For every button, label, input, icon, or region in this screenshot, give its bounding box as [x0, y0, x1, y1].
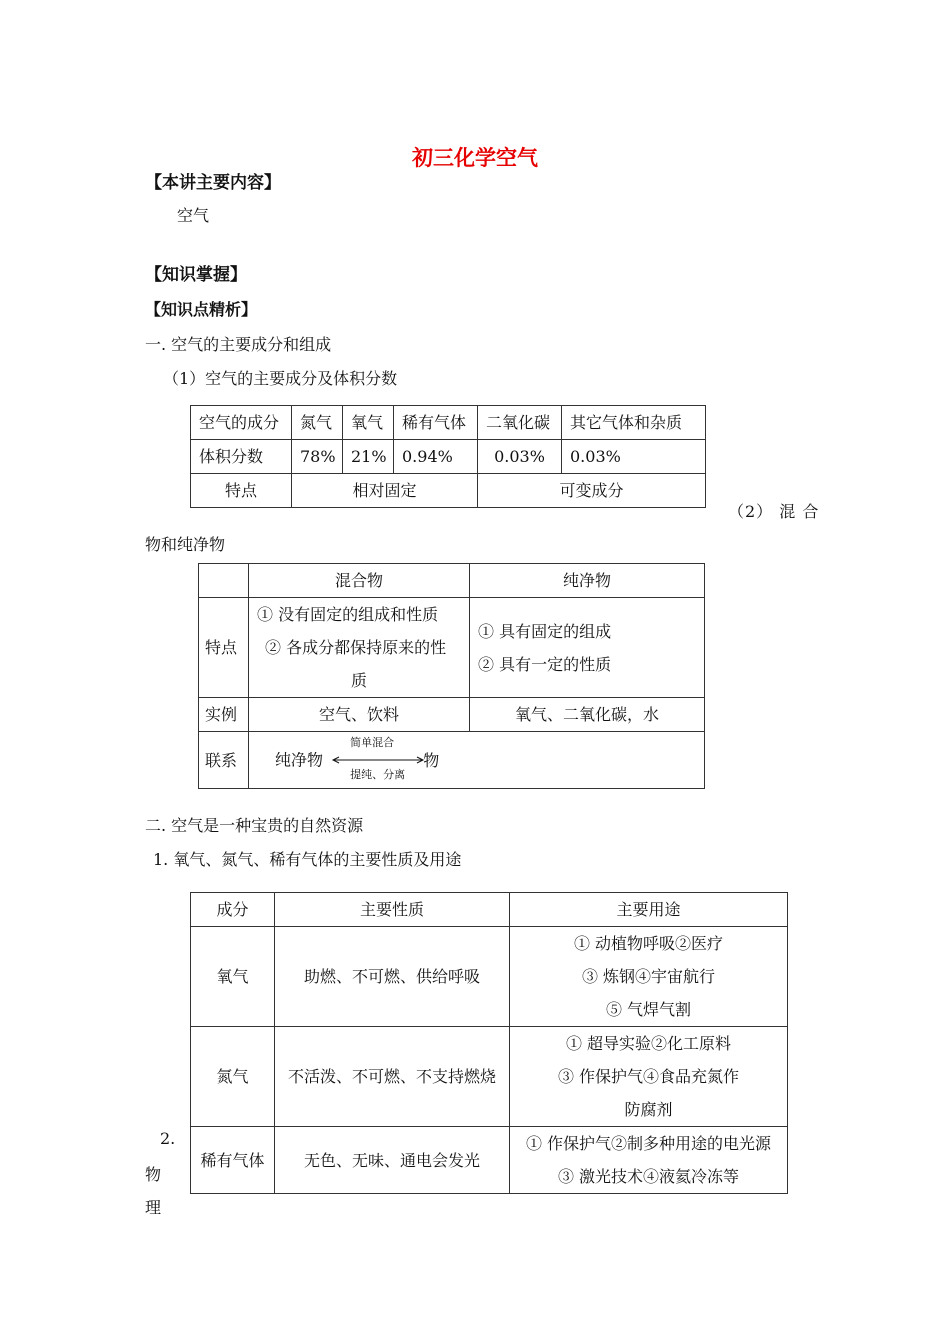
t3-name: 稀有气体	[191, 1127, 275, 1194]
use-line: 防腐剂	[624, 1100, 673, 1119]
t2-label: 实例	[199, 698, 249, 732]
relation-left: 纯净物	[275, 750, 324, 770]
pure-feature: ① 具有固定的组成	[478, 621, 612, 641]
t2-pure-features	[470, 598, 705, 698]
use-line: ③ 激光技术④液氦冷冻等	[557, 1167, 740, 1186]
t3-uses	[510, 1027, 788, 1127]
arrow-top-label: 简单混合	[350, 736, 395, 749]
section1-sub2-right: （2） 混 合	[728, 502, 820, 521]
knowledge-subheading: 【知识点精析】	[145, 300, 258, 319]
t1-cell: 氧气	[343, 406, 394, 440]
mix-feature: ② 各成分都保持原来的性	[265, 638, 447, 657]
main-content-text: 空气	[177, 206, 210, 225]
t3-property: 无色、无味、通电会发光	[275, 1127, 510, 1194]
main-content-heading: 【本讲主要内容】	[145, 173, 281, 193]
t2-header: 混合物	[249, 564, 470, 598]
t3-header: 主要用途	[510, 893, 788, 927]
pure-feature: ② 具有一定的性质	[478, 654, 612, 674]
use-line: ① 作保护气②制多种用途的电光源	[525, 1134, 772, 1153]
t3-uses	[510, 1127, 788, 1194]
t3-header: 成分	[191, 893, 275, 927]
use-line: ③ 炼钢④宇宙航行	[581, 967, 716, 986]
use-line: ③ 作保护气④食品充氮作	[557, 1067, 740, 1086]
t1-cell: 其它气体和杂质	[562, 406, 706, 440]
side-text: 物	[145, 1165, 162, 1184]
t2-cell: 氧气、二氧化碳，水	[470, 698, 705, 732]
side-text: 理	[145, 1198, 162, 1217]
t1-cell: 特点	[191, 474, 292, 508]
t3-name: 氮气	[191, 1027, 275, 1127]
t3-header: 主要性质	[275, 893, 510, 927]
t2-cell	[199, 564, 249, 598]
t1-cell: 二氧化碳	[478, 406, 562, 440]
gas-properties-table	[190, 892, 788, 1194]
section2-heading: 二. 空气是一种宝贵的自然资源	[145, 816, 364, 835]
t1-cell: 0.94%	[394, 440, 478, 474]
t2-cell: 空气、饮料	[249, 698, 470, 732]
mixture-table	[198, 563, 705, 789]
mix-feature: 质	[350, 671, 367, 690]
section1-sub2-left: 物和纯净物	[145, 535, 226, 554]
t3-uses	[510, 927, 788, 1027]
page-title: 初三化学空气	[412, 146, 538, 170]
section2-sub1: 1. 氧气、氮气、稀有气体的主要性质及用途	[153, 850, 462, 869]
t1-cell: 0.03%	[478, 440, 562, 474]
t1-cell: 21%	[343, 440, 394, 474]
t2-mix-features	[249, 598, 470, 698]
use-line: ① 超导实验②化工原料	[565, 1034, 732, 1053]
t1-cell: 相对固定	[292, 474, 478, 508]
t2-header: 纯净物	[470, 564, 705, 598]
relation-right: 物	[423, 750, 440, 770]
t1-cell: 空气的成分	[191, 406, 292, 440]
mix-feature: ① 没有固定的组成和性质	[257, 605, 439, 624]
conversion-arrow	[330, 738, 426, 782]
t2-relation	[249, 732, 705, 789]
t2-label: 特点	[199, 598, 249, 698]
t2-label: 联系	[199, 732, 249, 789]
t1-cell: 0.03%	[562, 440, 706, 474]
t3-property: 助燃、不可燃、供给呼吸	[275, 927, 510, 1027]
t1-cell: 体积分数	[191, 440, 292, 474]
use-line: ① 动植物呼吸②医疗	[573, 934, 724, 953]
composition-table	[190, 405, 706, 508]
arrow-bottom-label: 提纯、分离	[350, 768, 406, 781]
t1-cell: 稀有气体	[394, 406, 478, 440]
t1-cell: 78%	[292, 440, 343, 474]
knowledge-heading: 【知识掌握】	[145, 265, 247, 285]
t3-name: 氧气	[191, 927, 275, 1027]
section1-heading: 一. 空气的主要成分和组成	[145, 335, 332, 354]
t3-property: 不活泼、不可燃、不支持燃烧	[275, 1027, 510, 1127]
section1-sub1: （1）空气的主要成分及体积分数	[163, 369, 398, 388]
use-line: ⑤ 气焊气割	[605, 1000, 692, 1019]
t1-cell: 氮气	[292, 406, 343, 440]
side-number: 2.	[160, 1129, 176, 1148]
double-arrow-icon	[330, 754, 426, 766]
t1-cell: 可变成分	[478, 474, 706, 508]
